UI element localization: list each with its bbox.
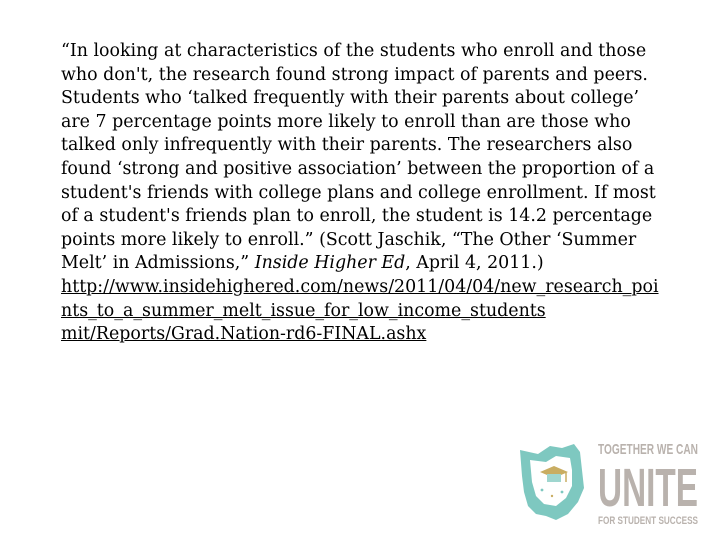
sparkle-dot bbox=[541, 489, 544, 492]
sparkle-dot bbox=[551, 495, 553, 497]
together-we-can-unite-logo bbox=[516, 436, 700, 532]
citation-prefix: (Scott Jaschik, “The Other ‘Summer Melt’ in Admissions,” bbox=[61, 229, 637, 274]
report-link[interactable]: mit/Reports/Grad.Nation-rd6-FINAL.ashx bbox=[61, 324, 427, 345]
quote-paragraph bbox=[61, 40, 661, 347]
citation-source: Inside Higher Ed bbox=[254, 253, 406, 274]
quote-open-mark: “ bbox=[61, 41, 70, 61]
article-link[interactable]: http://www.insidehighered.com/news/2011/04/04/new_research_points_to_a_summer_melt_issue_for_low_income_students bbox=[61, 276, 659, 321]
logo-line-1: TOGETHER WE CAN bbox=[598, 441, 698, 458]
logo-line-3: FOR STUDENT SUCCESS bbox=[598, 515, 698, 527]
sparkle-dot bbox=[561, 491, 564, 494]
citation-suffix: , April 4, 2011.) bbox=[405, 253, 544, 274]
logo-line-2: UNITE bbox=[598, 458, 698, 518]
quote-text: In looking at characteristics of the students who enroll and those who don't, the research found strong impact of parents and peers. Students who ‘talked frequently with their parents about college’ are 7 percentage points more likely to enroll than are those who talked only infrequently with their parents. The researchers also found ‘strong and positive association’ between the proportion of a student's friends with college plans and college enrollment. If most of a student's friends plan to enroll, the student is 14.2 percentage points more likely to enroll.” bbox=[61, 41, 656, 250]
